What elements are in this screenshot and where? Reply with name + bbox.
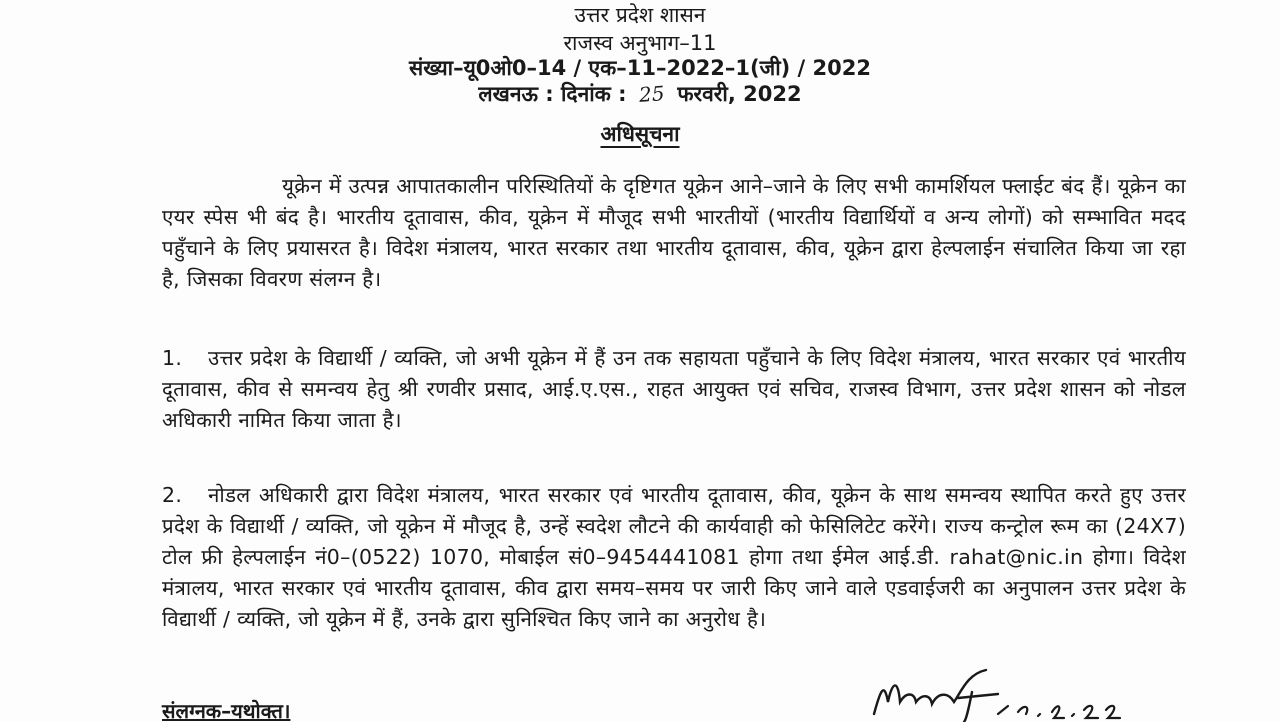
date-prefix: लखनऊ : दिनांक : xyxy=(478,82,627,106)
attachment-note: संलग्नक–यथोक्त। xyxy=(162,699,291,723)
signature xyxy=(868,662,1158,722)
point-1-number: 1. xyxy=(162,346,183,370)
date-suffix: फरवरी, 2022 xyxy=(677,82,802,106)
point-1-text: उत्तर प्रदेश के विद्यार्थी / व्यक्ति, जो अभी यूक्रेन में हैं उन तक सहायता पहुँचाने के लिए विदेश मंत्रालय, भारत सरकार एवं भारतीय दूतावास, कीव से समन्वय हेतु श्री रणवीर प्रसाद, आई.ए.एस., राहत आयुक्त एवं सचिव, राजस्व विभाग, उत्तर प्रदेश शासन को नोडल अधिकारी नामित किया जाता है। xyxy=(162,346,1186,432)
reference-number: संख्या–यू0ओ0–14 / एक–11–2022–1(जी) / 2022 xyxy=(409,56,871,80)
point-2-number: 2. xyxy=(162,483,183,507)
date-line xyxy=(0,81,1280,107)
point-2 xyxy=(162,480,1186,635)
government-name: उत्तर प्रदेश शासन xyxy=(574,3,706,27)
department-name: राजस्व अनुभाग–11 xyxy=(563,31,717,55)
signature-date-stroke xyxy=(998,706,1120,718)
handwritten-day: 25 xyxy=(638,81,666,107)
notification-title: अधिसूचना xyxy=(600,122,680,146)
point-2-text: नोडल अधिकारी द्वारा विदेश मंत्रालय, भारत सरकार एवं भारतीय दूतावास, कीव, यूक्रेन के साथ समन्वय स्थापित करते हुए उत्तर प्रदेश के विद्यार्थी / व्यक्ति, जो यूक्रेन में मौजूद है, उन्हें स्वदेश लौटने की कार्यवाही को फेसिलिटेट करेंगे। राज्य कन्ट्रोल रूम का (24X7) टोल फ्री हेल्पलाईन नं0–(0522) 1070, मोबाईल सं0–9454441081 होगा तथा ईमेल आई.डी. rahat@nic.in होगा। विदेश मंत्रालय, भारत सरकार एवं भारतीय दूतावास, कीव द्वारा समय–समय पर जारी किए जाने वाले एडवाईजरी का अनुपालन उत्तर प्रदेश के विद्यार्थी / व्यक्ति, जो यूक्रेन में हैं, उनके द्वारा सुनिश्चित किए जाने का अनुरोध है। xyxy=(162,483,1186,631)
point-1 xyxy=(162,343,1186,436)
intro-paragraph: यूक्रेन में उत्पन्न आपातकालीन परिस्थितियों के दृष्टिगत यूक्रेन आने–जाने के लिए सभी कामर्शियल फ्लाईट बंद हैं। यूक्रेन का एयर स्पेस भी बंद है। भारतीय दूतावास, कीव, यूक्रेन में मौजूद सभी भारतीयों (भारतीय विद्यार्थियों व अन्य लोगों) को सम्भावित मदद पहुँचाने के लिए प्रयासरत है। विदेश मंत्रालय, भारत सरकार तथा भारतीय दूतावास, कीव, यूक्रेन द्वारा हेल्पलाईन संचालित किया जा रहा है, जिसका विवरण संलग्न है। xyxy=(162,174,1186,291)
signature-stroke xyxy=(874,670,998,722)
